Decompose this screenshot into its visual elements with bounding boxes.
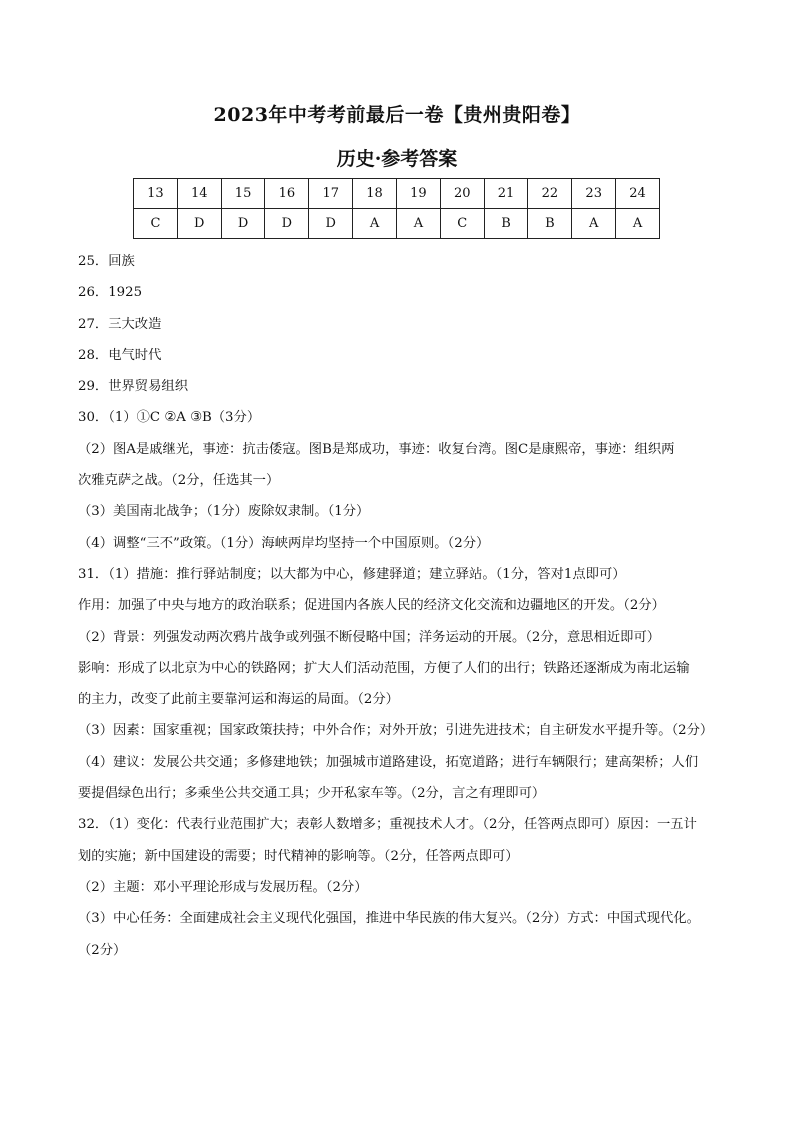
answer-line: 的主力，改变了此前主要靠河运和海运的局面。（2分） [78, 692, 399, 708]
answer-line: （3）中心任务：全面建成社会主义现代化强国，推进中华民族的伟大复兴。（2分）方式：中国式现代化。 [78, 911, 700, 927]
answer-cell: A [572, 209, 616, 239]
answer-line: 27．三大改造 [78, 316, 162, 332]
question-number-cell: 20 [440, 179, 484, 209]
answer-cell: B [528, 209, 572, 239]
question-number-cell: 16 [265, 179, 309, 209]
answer-line: （3）美国南北战争；（1分）废除奴隶制。（1分） [78, 504, 370, 520]
answer-line: 26．1925 [78, 285, 143, 301]
question-number-cell: 19 [396, 179, 440, 209]
answer-line: 31．（1）措施：推行驿站制度；以大都为中心，修建驿道；建立驿站。（1分，答对1点即可） [78, 566, 626, 582]
answer-line: （2）主题：邓小平理论形成与发展历程。（2分） [78, 879, 368, 895]
answer-cell: D [177, 209, 221, 239]
question-number-cell: 15 [221, 179, 265, 209]
answer-body [78, 246, 728, 966]
answer-row [134, 209, 660, 239]
question-number-cell: 13 [134, 179, 178, 209]
answer-line: 划的实施；新中国建设的需要；时代精神的影响等。（2分，任答两点即可） [78, 848, 519, 864]
answer-line: 作用：加强了中央与地方的政治联系；促进国内各族人民的经济文化交流和边疆地区的开发。（2分） [78, 598, 665, 614]
answer-cell: C [134, 209, 178, 239]
answer-cell: A [353, 209, 397, 239]
answer-line: （2）背景：列强发动两次鸦片战争或列强不断侵略中国；洋务运动的开展。（2分，意思相近即可） [78, 629, 661, 645]
answer-line: （4）建议：发展公共交通；多修建地铁；加强城市道路建设，拓宽道路；进行车辆限行；建高架桥；人们 [78, 754, 699, 770]
question-number-cell: 22 [528, 179, 572, 209]
question-number-cell: 23 [572, 179, 616, 209]
answer-line: （4）调整“三不”政策。（1分）海峡两岸均坚持一个中国原则。（2分） [78, 535, 490, 551]
answer-cell: A [616, 209, 660, 239]
answer-line: （2）图A是戚继光，事迹：抗击倭寇。图B是郑成功，事迹：收复台湾。图C是康熙帝，事迹：组织两 [78, 441, 675, 457]
answer-line: 25．回族 [78, 254, 135, 269]
answer-line: 要提倡绿色出行；多乘坐公共交通工具；少开私家车等。（2分，言之有理即可） [78, 786, 546, 802]
answer-line: （2分） [78, 942, 127, 958]
answer-cell: D [221, 209, 265, 239]
answer-line: 29．世界贸易组织 [78, 379, 188, 395]
answer-cell: D [265, 209, 309, 239]
question-number-row [134, 179, 660, 209]
answer-line: （3）因素：国家重视；国家政策扶持；中外合作；对外开放；引进先进技术；自主研发水平提升等。（2分） [78, 723, 714, 739]
answer-line: 32．（1）变化：代表行业范围扩大；表彰人数增多；重视技术人才。（2分，任答两点即可）原因：一五计 [78, 817, 697, 833]
answer-table [133, 178, 660, 239]
question-number-cell: 18 [353, 179, 397, 209]
page-title: 2023年中考考前最后一卷【贵州贵阳卷】 [213, 104, 581, 126]
question-number-cell: 21 [484, 179, 528, 209]
answer-line: 次雅克萨之战。（2分，任选其一） [78, 473, 280, 489]
answer-line: 30．（1）①C ②A ③B（3分） [78, 410, 261, 426]
question-number-cell: 17 [309, 179, 353, 209]
answer-line: 28．电气时代 [78, 347, 162, 363]
answer-cell: A [396, 209, 440, 239]
question-number-cell: 14 [177, 179, 221, 209]
question-number-cell: 24 [616, 179, 660, 209]
answer-cell: C [440, 209, 484, 239]
page-subtitle: 历史·参考答案 [336, 148, 458, 170]
answer-cell: B [484, 209, 528, 239]
answer-line: 影响：形成了以北京为中心的铁路网；扩大人们活动范围，方便了人们的出行；铁路还逐渐成为南北运输 [78, 660, 690, 676]
answer-cell: D [309, 209, 353, 239]
